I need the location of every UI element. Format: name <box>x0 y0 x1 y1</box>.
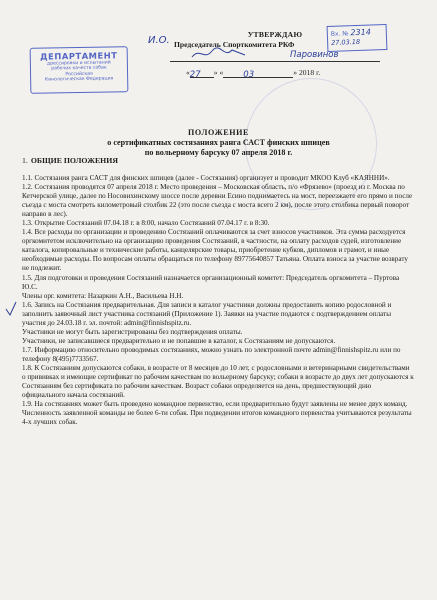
date-day: 27 <box>189 69 201 80</box>
paragraph-1-1: 1.1. Состязания ранга САСТ для финских шпицев (далее - Состязания) организует и проводит МКОО Клуб «КАЯННИ». <box>22 174 390 182</box>
section-heading <box>22 156 118 165</box>
paragraph-1-8: 1.8. К Состязаниям допускаются собаки, в возрасте от 8 месяцев до 10 лет, с родословными и ветеринарными свидетельствами о прививках и имеющие сертификат по рабочим качествам по вольерному барсуку; собаки в возрасте до двух лет допускаются к Состязаниям без сертификата по рабочим качествам. Возраст собаки определяется на день, предшествующий дню официального начала состязаний. <box>22 363 414 400</box>
handwritten-initials: И.О. <box>148 35 170 46</box>
document-title <box>0 128 437 159</box>
date-year: 2018 г. <box>299 68 321 77</box>
document-title-line2: о сертификатных состязаниях ранга САСТ финских шпицев <box>107 138 330 148</box>
document-title-line3: по вольерному барсуку 07 апреля 2018 г. <box>144 148 293 158</box>
department-stamp-line1: дрессировки и испытаний <box>47 60 111 67</box>
section-number: 1. <box>22 156 28 165</box>
paragraph-1-2: 1.2. Состязания проводятся 07 апреля 2018 г. Место проведения – Московская область, п/о «Фрязево» (проезд из г. Москва по Кетчерской улице, далее по Носовихинскому шоссе после деревни Есино поднимаетесь на мост, переезжаете его прямо и после съезда с моста смотреть километровый столбик 22 (это после съезда с моста всего 2 км), после этого столбика первый поворот направо в лес). <box>22 183 413 219</box>
pencil-check-mark <box>4 300 18 318</box>
section-title: ОБЩИЕ ПОЛОЖЕНИЯ <box>30 156 118 165</box>
paragraph-1-7: 1.7. Информацию относительно проводимых состязаниях, можно узнать по электронной почте admin@finnishspitz.ru или по телефону 8(495)7733567. <box>22 345 401 363</box>
registration-date: 27.03.18 <box>331 37 361 47</box>
date-month: 03 <box>243 69 255 80</box>
approval-block <box>170 27 380 80</box>
signature-scribble <box>190 47 250 61</box>
department-stamp-title: ДЕПАРТАМЕНТ <box>40 50 118 62</box>
department-stamp <box>30 46 129 94</box>
approval-title: УТВЕРЖДАЮ <box>247 30 303 39</box>
signature-name: Паровинов <box>290 50 339 60</box>
paragraph-1-6: 1.6. Запись на Состязания предварительная. Для записи в каталог участники должны предоставить копию родословной и заполнить заявочный лист участника состязаний (Приложение 1). Заявки на участие подаются с подтверждением оплаты участия до 24.03.18 г. эл. почтой: admin@finnishspitz.ru. <box>22 300 392 327</box>
paragraph-1-4: 1.4. Все расходы по организации и проведению Состязаний оплачиваются за счет взносов участников. Эта сумма расходуется оргкомитетом исключительно на организацию проведения Состязаний, в частности, на оплату расходов судей, изготовление каталога, копировальные и технические работы, канцелярские товары, приобретение кубков, дипломов и грамот, и иные необходимые расходы. По вопросам оплаты обращаться по телефону 89775640857 Татьяна. Оплата взноса за участие возврату не подлежит. <box>22 228 408 273</box>
date-month-blank <box>223 70 293 78</box>
paragraph-registration-note: Участники не могут быть зарегистрированы без подтверждения оплаты. <box>22 327 243 336</box>
paragraph-1-3: 1.3. Открытие Состязаний 07.04.18 г. в 8:00, начало Состязаний 07.04.17 г. в 8:30. <box>22 219 270 228</box>
department-stamp-line3: Российская <box>65 71 93 78</box>
approval-position: Председатель Спорткомитета РКФ <box>174 39 295 49</box>
paragraph-committee-members: Члены орг. комитета: Назаркин А.Н., Васильева Н.Н. <box>22 291 184 300</box>
date-day-blank <box>190 70 214 78</box>
paragraph-1-5: 1.5. Для подготовки и проведения Состязаний назначается организационный комитет: Председатель оргкомитета – Пуртова Ю.С. <box>22 273 400 291</box>
department-stamp-line4: Кинологическая Федерация <box>44 76 114 83</box>
registration-number: 2314 <box>350 27 371 38</box>
department-stamp-line2: рабочих качеств собак <box>51 65 107 72</box>
document-body <box>22 174 414 427</box>
document-title-main: ПОЛОЖЕНИЕ <box>187 128 250 137</box>
approval-date-line: «27 » « 03 » 2018 г. <box>186 68 321 80</box>
registration-stamp-label: Вх. № <box>330 30 349 38</box>
signature-line <box>170 50 380 62</box>
paragraph-1-9: 1.9. На состязаниях может быть проведено командное первенство, если предварительно будут заявлены не менее двух команд. Численность заявленной команды не более 6-ти собак. При подведении итогов командного первенства учитываются результаты 4-х лучших собак. <box>22 400 412 427</box>
paragraph-catalog-note: Участники, не записавшиеся предварительно и не попавшие в каталог, к Состязаниям не допускаются. <box>22 336 336 345</box>
